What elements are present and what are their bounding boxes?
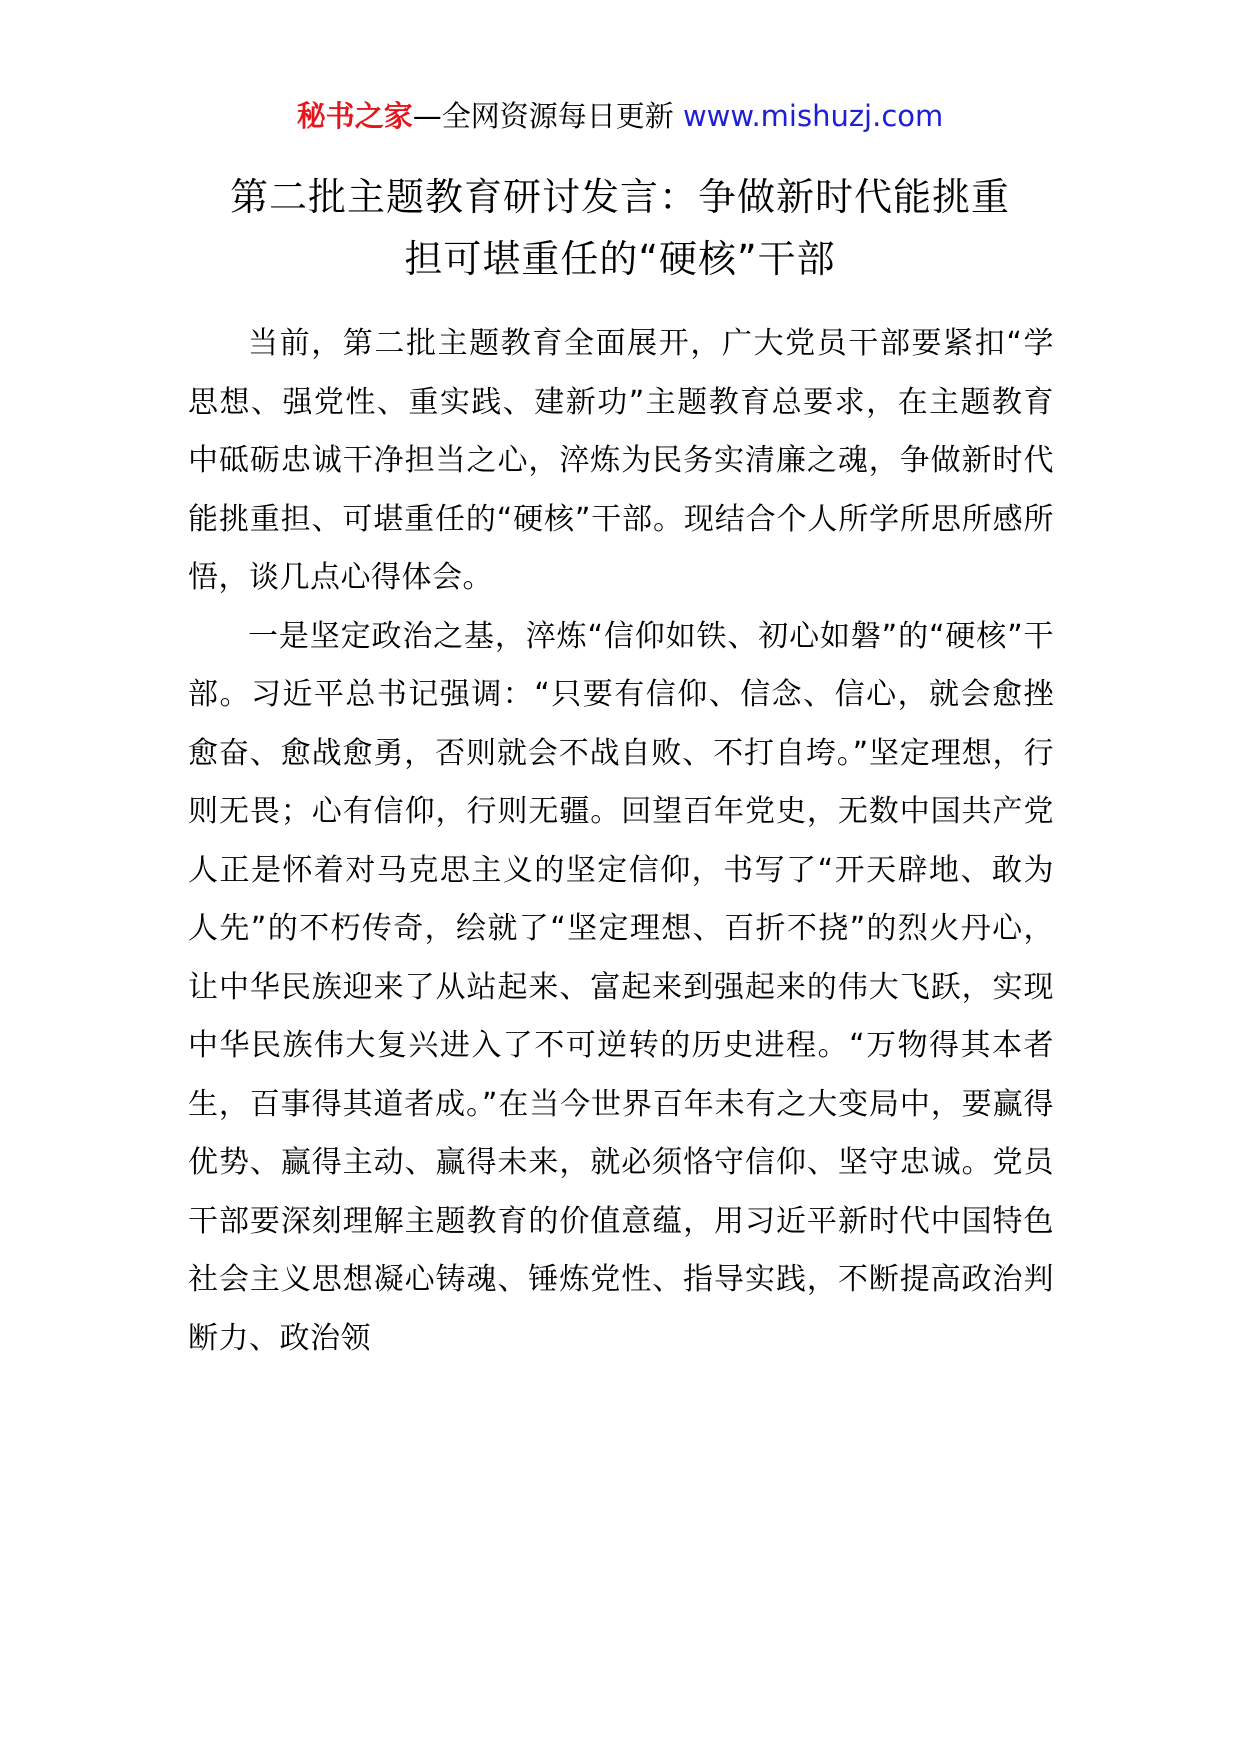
site-url-link[interactable]: www.mishuzj.com <box>682 99 944 133</box>
brand-name: 秘书之家 <box>296 99 413 133</box>
site-header <box>0 96 1240 136</box>
document-title <box>150 166 1090 290</box>
document-body <box>188 315 1054 1368</box>
header-slogan: —全网资源每日更新 <box>412 99 683 133</box>
paragraph-intro: 当前，第二批主题教育全面展开，广大党员干部要紧扣“学思想、强党性、重实践、建新功”主题教育总要求，在主题教育中砥砺忠诚干净担当之心，淬炼为民务实清廉之魂，争做新时代能挑重担、可堪重任的“硬核”干部。现结合个人所学所思所感所悟，谈几点心得体会。 <box>188 326 1054 595</box>
title-line-1: 第二批主题教育研讨发言：争做新时代能挑重 <box>229 175 1010 219</box>
paragraph-point-one: 一是坚定政治之基，淬炼“信仰如铁、初心如磐”的“硬核”干部。习近平总书记强调：“只要有信仰、信念、信心，就会愈挫愈奋、愈战愈勇，否则就会不战自败、不打自垮。”坚定理想，行则无畏；心有信仰，行则无疆。回望百年党史，无数中国共产党人正是怀着对马克思主义的坚定信仰，书写了“开天辟地、敢为人先”的不朽传奇，绘就了“坚定理想、百折不挠”的烈火丹心，让中华民族迎来了从站起来、富起来到强起来的伟大飞跃，实现中华民族伟大复兴进入了不可逆转的历史进程。“万物得其本者生，百事得其道者成。”在当今世界百年未有之大变局中，要赢得优势、赢得主动、赢得未来，就必须恪守信仰、坚守忠诚。党员干部要深刻理解主题教育的价值意蕴，用习近平新时代中国特色社会主义思想凝心铸魂、锤炼党性、指导实践，不断提高政治判断力、政治领 <box>188 618 1054 1356</box>
title-line-2: 担可堪重任的“硬核”干部 <box>404 237 836 281</box>
